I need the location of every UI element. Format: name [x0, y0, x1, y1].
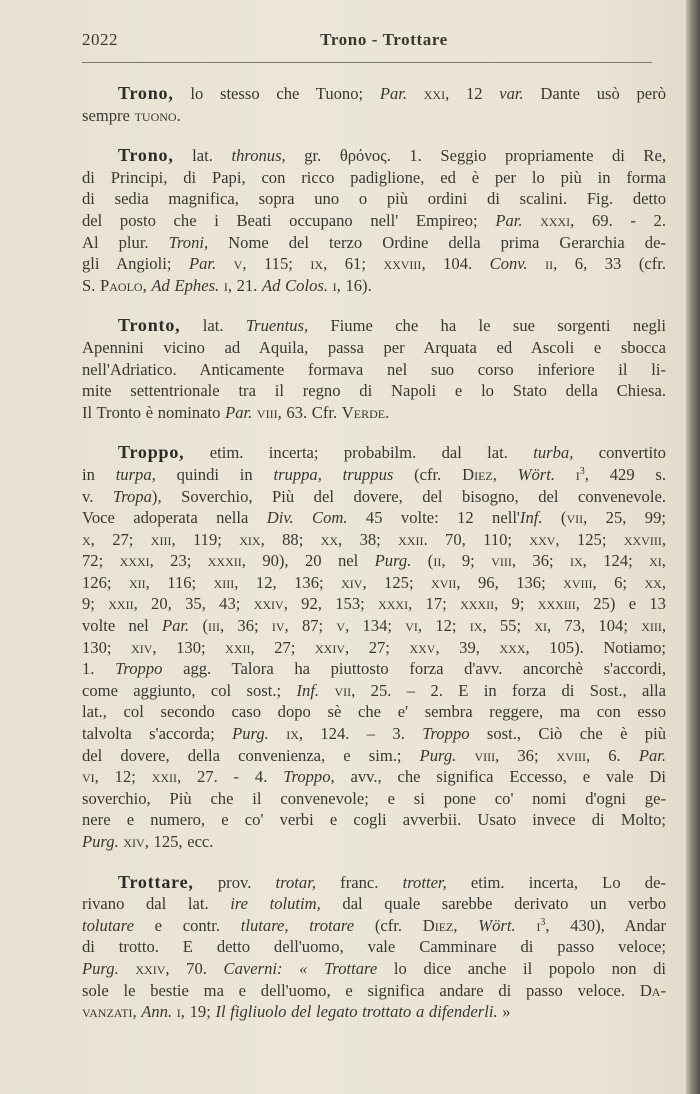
text-line: [82, 1001, 666, 1023]
text-run: ,: [453, 915, 479, 935]
text-run: [555, 465, 576, 484]
small-caps-text: xxxi: [378, 594, 409, 614]
text-line: [82, 83, 666, 105]
small-caps-text: xxii: [108, 594, 134, 614]
text-run: di Principi, di Papi, con ricco padiglione, ed è per lo più in forma: [82, 167, 666, 187]
text-run: 9;: [82, 594, 109, 614]
small-caps-text: vanzati: [82, 1002, 133, 1022]
text-run: e contr.: [133, 915, 241, 935]
small-caps-text: i: [536, 915, 541, 935]
text-run: nell'Adriatico. Anticamente formava nel suo corso inferiore il li-: [82, 359, 666, 379]
small-caps-text: vi: [405, 616, 418, 636]
text-run: , 9;: [494, 594, 538, 614]
text-line: [82, 680, 666, 702]
italic-text: Troppo: [422, 724, 470, 744]
text-run: franc.: [315, 872, 403, 892]
text-run: [119, 959, 136, 978]
text-line: [82, 486, 666, 508]
text-run: , 20, 35, 43;: [133, 594, 254, 614]
small-caps-text: xviii: [563, 572, 593, 592]
small-caps-text: xxx: [499, 637, 526, 657]
text-run: , 9;: [441, 551, 492, 571]
text-line: [82, 809, 666, 831]
text-run: soverchio, Più che il convenevole; e si pone co' nomi d'ogni ge-: [82, 788, 666, 808]
text-run: , 105). Notiamo;: [525, 637, 666, 657]
italic-text: Ad Ephes.: [151, 275, 220, 295]
text-run: (: [189, 616, 208, 636]
text-run: , 104.: [421, 254, 490, 274]
italic-text: Inf.: [296, 680, 320, 700]
small-caps-text: ix: [570, 551, 583, 571]
text-run: , 12;: [94, 767, 152, 787]
text-run: del posto che i Beati occupano nell' Empireo;: [82, 210, 496, 230]
italic-text: Par.: [225, 402, 253, 422]
text-run: prov.: [193, 872, 276, 892]
small-caps-text: xxiv: [314, 637, 345, 657]
text-run: ,: [142, 275, 152, 295]
text-run: , 430), Andar: [545, 915, 667, 935]
text-run: , 124;: [582, 551, 650, 571]
text-run: come aggiunto, col sost.;: [82, 680, 297, 700]
italic-text: tolutare: [82, 915, 134, 935]
small-caps-text: xxiv: [135, 958, 166, 978]
text-run: [456, 746, 474, 765]
italic-text: trotar,: [275, 872, 316, 892]
text-run: , 124. – 3.: [298, 724, 423, 744]
italic-text: Par.: [638, 745, 667, 765]
italic-text: Il figliuolo del legato trottato a difenderli.: [215, 1002, 498, 1022]
superscript: 3: [579, 465, 585, 477]
text-run: , 16).: [336, 275, 372, 295]
italic-text: Wört.: [517, 464, 556, 484]
text-run: , 55;: [482, 616, 535, 636]
text-run: , 125;: [555, 529, 624, 549]
dictionary-entry-trono: [82, 145, 666, 296]
small-caps-text: xxxi: [540, 210, 571, 230]
italic-text: Purg.: [419, 745, 457, 765]
text-run: , 73, 104;: [547, 616, 642, 636]
text-line: [82, 359, 666, 381]
italic-text: Trottare: [324, 958, 378, 978]
text-run: quindi in: [155, 464, 274, 484]
text-run: , 12;: [417, 616, 470, 636]
text-run: 1.: [82, 659, 116, 679]
text-run: , 12, 136;: [234, 572, 342, 592]
text-run: , 21.: [227, 275, 263, 295]
text-run: [523, 211, 541, 230]
text-line: [82, 105, 666, 127]
small-caps-text: vii: [334, 680, 352, 700]
small-caps-text: xxiv: [253, 594, 284, 614]
text-run: , 6;: [592, 572, 645, 592]
text-line: [82, 253, 666, 275]
small-caps-text: xiv: [131, 637, 153, 657]
text-run: , 70.: [165, 958, 224, 978]
small-caps-text: i: [223, 275, 228, 295]
text-run: , 61;: [323, 254, 384, 274]
text-line: [82, 615, 666, 637]
small-caps-text: xxii: [151, 767, 178, 787]
small-caps-text: viii: [491, 551, 512, 571]
text-line: [82, 210, 666, 232]
italic-text: Purg.: [82, 958, 119, 978]
italic-text: Caverni: «: [223, 958, 308, 978]
text-run: , 6, 33 (cfr.: [553, 254, 666, 274]
small-caps-text: xxxii: [460, 594, 495, 614]
text-run: Il Tronto è nominato: [82, 402, 226, 422]
text-run: Nome del terzo Ordine della prima Gerarchia de-: [208, 232, 666, 252]
small-caps-text: i: [575, 464, 580, 484]
small-caps-text: Paolo: [100, 275, 143, 295]
small-caps-text: i: [332, 275, 337, 295]
text-line: [82, 188, 666, 210]
text-run: , 23;: [149, 551, 208, 571]
italic-text: Ad Colos.: [262, 275, 328, 295]
text-run: , 27. - 4.: [177, 767, 284, 787]
text-run: ,: [661, 616, 666, 636]
text-run: convertito: [573, 443, 666, 463]
small-caps-text: xvii: [431, 572, 457, 592]
dictionary-entry-tronto: [82, 315, 666, 423]
text-run: [319, 681, 334, 700]
small-caps-text: xxv: [529, 529, 556, 549]
italic-text: Troppo: [115, 659, 163, 679]
text-run: [528, 254, 546, 273]
text-line: [82, 402, 666, 424]
small-caps-text: xxii: [225, 637, 251, 657]
italic-text: Conv.: [489, 254, 528, 274]
small-caps-text: i: [176, 1002, 181, 1022]
text-line: [82, 442, 666, 464]
small-caps-text: tuono.: [134, 105, 181, 125]
italic-text: Div. Com.: [266, 508, 348, 528]
text-run: etim. incerta; probabilm. dal lat.: [184, 443, 534, 463]
text-run: talvolta s'accorda;: [82, 724, 233, 744]
text-run: Voce adoperata nella: [82, 508, 267, 528]
text-run: lo stesso che Tuono;: [173, 84, 380, 103]
text-run: lo dice anche il popolo non di: [377, 958, 667, 978]
headword: Trono,: [118, 83, 174, 103]
text-run: [407, 84, 424, 103]
italic-text: Troni,: [168, 232, 209, 252]
text-run: , 90), 20 nel: [241, 551, 375, 571]
text-line: [82, 872, 666, 894]
small-caps-text: xxviii: [383, 254, 422, 274]
text-run: , 27;: [90, 529, 151, 549]
text-run: volte nel: [82, 616, 162, 636]
small-caps-text: xix: [239, 529, 261, 549]
text-run: Fiume che ha le sue sorgenti negli: [308, 316, 666, 336]
small-caps-text: xiv: [123, 832, 145, 851]
text-line: [82, 572, 666, 594]
small-caps-text: xxv: [409, 637, 436, 657]
text-run: Al plur.: [82, 232, 169, 252]
italic-text: Inf.: [519, 508, 543, 528]
small-caps-text: v: [336, 616, 346, 636]
italic-text: Purg.: [82, 832, 119, 851]
text-run: 130;: [82, 637, 132, 657]
text-run: Apennini vicino ad Aquila, passa per Arquata ed Ascoli e sbocca: [82, 337, 666, 357]
text-run: , 36;: [219, 616, 272, 636]
italic-text: Tropa: [112, 486, 152, 506]
small-caps-text: xiii: [213, 572, 235, 592]
text-run: . 70, 110;: [423, 529, 530, 549]
small-caps-text: xxxii: [207, 551, 242, 571]
small-caps-text: ix: [286, 724, 299, 744]
text-line: [82, 637, 666, 659]
text-run: , 25) e 13: [575, 594, 666, 614]
text-run: S.: [82, 275, 101, 295]
text-line: [82, 380, 666, 402]
text-run: , 130;: [152, 637, 226, 657]
small-caps-text: Da-: [639, 980, 666, 1000]
text-run: sost., Ciò che è più: [469, 724, 667, 744]
text-run: 45 volte: 12 nell': [347, 508, 520, 528]
text-run: [307, 959, 324, 978]
page-header: [82, 30, 666, 54]
text-run: (: [411, 551, 434, 571]
italic-text: Wört.: [478, 915, 516, 935]
text-line: [82, 275, 666, 297]
italic-text: Ann.: [141, 1002, 173, 1022]
text-run: , 125, ecc.: [144, 832, 214, 851]
small-caps-text: vi: [82, 767, 95, 787]
text-run: , 27;: [250, 637, 315, 657]
text-run: lat., col secondo caso dopo sè che e' sembra reggere, ma con esso: [82, 702, 666, 722]
text-run: ,: [132, 1002, 142, 1022]
text-run: , 36;: [511, 551, 570, 571]
text-run: nere e numero, e co' verbi e cogli avverbii. Usato invece di Molto;: [82, 810, 666, 830]
text-run: [216, 254, 234, 273]
small-caps-text: xxii: [398, 529, 424, 549]
text-run: , 125;: [362, 572, 432, 592]
small-caps-text: xiii: [641, 616, 662, 636]
small-caps-text: xxxi: [119, 551, 150, 571]
small-caps-text: v: [233, 254, 243, 274]
italic-text: turpa,: [115, 464, 156, 484]
text-run: gli Angioli;: [82, 254, 189, 274]
text-run: rivano dal lat.: [82, 894, 231, 914]
text-line: [82, 958, 666, 980]
small-caps-text: xxviii: [623, 529, 662, 549]
small-caps-text: x: [82, 529, 91, 549]
text-run: [516, 916, 537, 935]
text-run: (cfr.: [354, 915, 423, 935]
italic-text: Par.: [188, 254, 217, 274]
small-caps-text: ii: [545, 254, 554, 274]
superscript: 3: [540, 916, 546, 928]
text-line: [82, 936, 666, 958]
text-run: , 63. Cfr.: [277, 402, 342, 422]
text-run: , 119;: [171, 529, 240, 549]
text-run: sempre: [82, 105, 135, 125]
text-line: [82, 167, 666, 189]
small-caps-text: xx: [320, 529, 339, 549]
italic-text: Truentus,: [245, 316, 309, 336]
small-caps-text: xiv: [341, 572, 363, 592]
small-caps-text: viii: [474, 745, 496, 765]
small-caps-text: Diez: [422, 915, 454, 935]
text-run: ), Soverchio, Più del dovere, del bisogno, del convenevole.: [151, 486, 666, 506]
text-run: , 39,: [435, 637, 500, 657]
italic-text: tlutare, trotare: [240, 915, 355, 935]
text-run: , 92, 153;: [283, 594, 379, 614]
text-line: [82, 980, 666, 1002]
text-line: [82, 831, 666, 853]
small-caps-text: xiii: [150, 529, 172, 549]
text-line: [82, 745, 666, 767]
book-binding-edge: [686, 0, 700, 1094]
text-run: mite settentrionale tra il regno di Napoli e lo Stato della Chiesa.: [82, 381, 666, 401]
text-run: ,: [661, 529, 666, 549]
dictionary-entry-troppo: [82, 442, 666, 852]
text-run: ,: [492, 464, 518, 484]
text-run: lat.: [173, 146, 232, 166]
text-line: [82, 529, 666, 551]
italic-text: truppa, truppus: [273, 464, 394, 484]
text-run: , 38;: [338, 529, 399, 549]
headword: Tronto,: [118, 315, 181, 336]
text-line: [82, 893, 666, 915]
text-line: [82, 232, 666, 254]
italic-text: Troppo,: [283, 767, 335, 787]
headword: Trottare,: [118, 871, 194, 892]
text-run: , 115;: [242, 254, 311, 274]
headword: Trono,: [118, 145, 174, 166]
small-caps-text: vii: [566, 508, 584, 528]
text-line: [82, 701, 666, 723]
dictionary-entry-trono: [82, 83, 666, 126]
text-line: [82, 788, 666, 810]
italic-text: Par.: [495, 210, 523, 230]
text-run: »: [497, 1002, 511, 1022]
text-run: , 25. – 2. E in forza di Sost., alla: [351, 680, 666, 700]
small-caps-text: Verde.: [341, 402, 390, 422]
text-run: agg. Talora ha piuttosto forza d'avv. ancorchè s'accordi,: [162, 659, 666, 679]
text-run: ,: [661, 572, 666, 592]
small-caps-text: xi: [649, 551, 662, 571]
small-caps-text: ix: [310, 254, 324, 274]
small-caps-text: iii: [207, 616, 220, 636]
text-run: , 69. - 2.: [570, 210, 666, 230]
text-run: (: [542, 508, 567, 528]
text-line: [82, 464, 666, 486]
text-run: , 134;: [345, 616, 406, 636]
text-run: , 12: [445, 84, 500, 103]
text-run: , 87;: [284, 616, 337, 636]
header-rule: [82, 62, 652, 63]
small-caps-text: xi: [534, 616, 548, 636]
text-run: , 27;: [344, 637, 410, 657]
text-line: [82, 658, 666, 680]
text-run: , 25, 99;: [583, 508, 666, 528]
italic-text: trotter,: [402, 872, 447, 892]
text-run: , 96, 136;: [456, 572, 564, 592]
small-caps-text: Diez: [462, 464, 493, 484]
text-run: gr. θρόνος. 1. Seggio propriamente di Re,: [285, 146, 666, 166]
text-run: Dante usò però: [523, 84, 666, 103]
text-run: ,: [661, 551, 666, 571]
small-caps-text: ii: [433, 551, 442, 571]
text-run: , 116;: [145, 572, 214, 592]
text-run: , 6.: [586, 745, 639, 765]
text-run: , 429 s.: [584, 464, 666, 484]
text-line: [82, 915, 666, 937]
dictionary-entry-trottare: [82, 872, 666, 1023]
small-caps-text: xviii: [556, 745, 586, 765]
small-caps-text: viii: [256, 402, 278, 422]
text-run: 72;: [82, 551, 120, 571]
italic-text: var.: [499, 84, 524, 103]
text-run: di trotto. E detto dell'uomo, vale Camminare di passo veloce;: [82, 937, 666, 957]
italic-text: Par.: [161, 616, 190, 636]
dictionary-column: [82, 83, 666, 1042]
text-run: , 17;: [408, 594, 461, 614]
text-run: , 36;: [495, 745, 557, 765]
small-caps-text: ix: [469, 616, 483, 636]
italic-text: Purg.: [232, 724, 269, 744]
text-run: del dovere, della convenienza, e sim.;: [82, 745, 420, 765]
text-run: etim. incerta, Lo de-: [446, 872, 666, 892]
text-run: , 88;: [260, 529, 321, 549]
text-line: [82, 507, 666, 529]
text-run: (cfr.: [393, 464, 463, 484]
italic-text: Purg.: [374, 551, 412, 571]
text-line: [82, 550, 666, 572]
small-caps-text: iv: [271, 616, 285, 636]
running-title: Trono - Trottare: [320, 30, 448, 49]
text-run: 126;: [82, 572, 129, 592]
italic-text: ire tolutim,: [230, 894, 321, 914]
small-caps-text: xx: [644, 572, 662, 592]
text-run: in: [82, 464, 116, 484]
text-run: [269, 724, 286, 743]
page-number: 2022: [82, 30, 118, 49]
italic-text: Par.: [379, 84, 408, 103]
text-run: di sedia magnifica, sopra uno o più ordini di scalini. Fig. detto: [82, 189, 666, 209]
text-run: sole le bestie ma e dell'uomo, e significa andare di passo veloce.: [82, 980, 640, 1000]
text-line: [82, 145, 666, 167]
text-line: [82, 766, 666, 788]
small-caps-text: xii: [128, 572, 146, 592]
small-caps-text: xxi: [423, 84, 446, 103]
text-line: [82, 723, 666, 745]
text-line: [82, 593, 666, 615]
text-run: , 19;: [180, 1002, 216, 1022]
italic-text: thronus,: [231, 146, 286, 166]
text-line: [82, 337, 666, 359]
text-run: avv., che significa Eccesso, e vale Di: [334, 767, 666, 787]
text-run: dal quale sarebbe derivato un verbo: [320, 894, 667, 914]
text-line: [82, 315, 666, 337]
text-run: lat.: [180, 316, 246, 336]
headword: Troppo,: [118, 442, 185, 463]
text-run: v.: [82, 486, 113, 506]
small-caps-text: xxxiii: [537, 594, 576, 614]
italic-text: turba,: [533, 443, 574, 463]
